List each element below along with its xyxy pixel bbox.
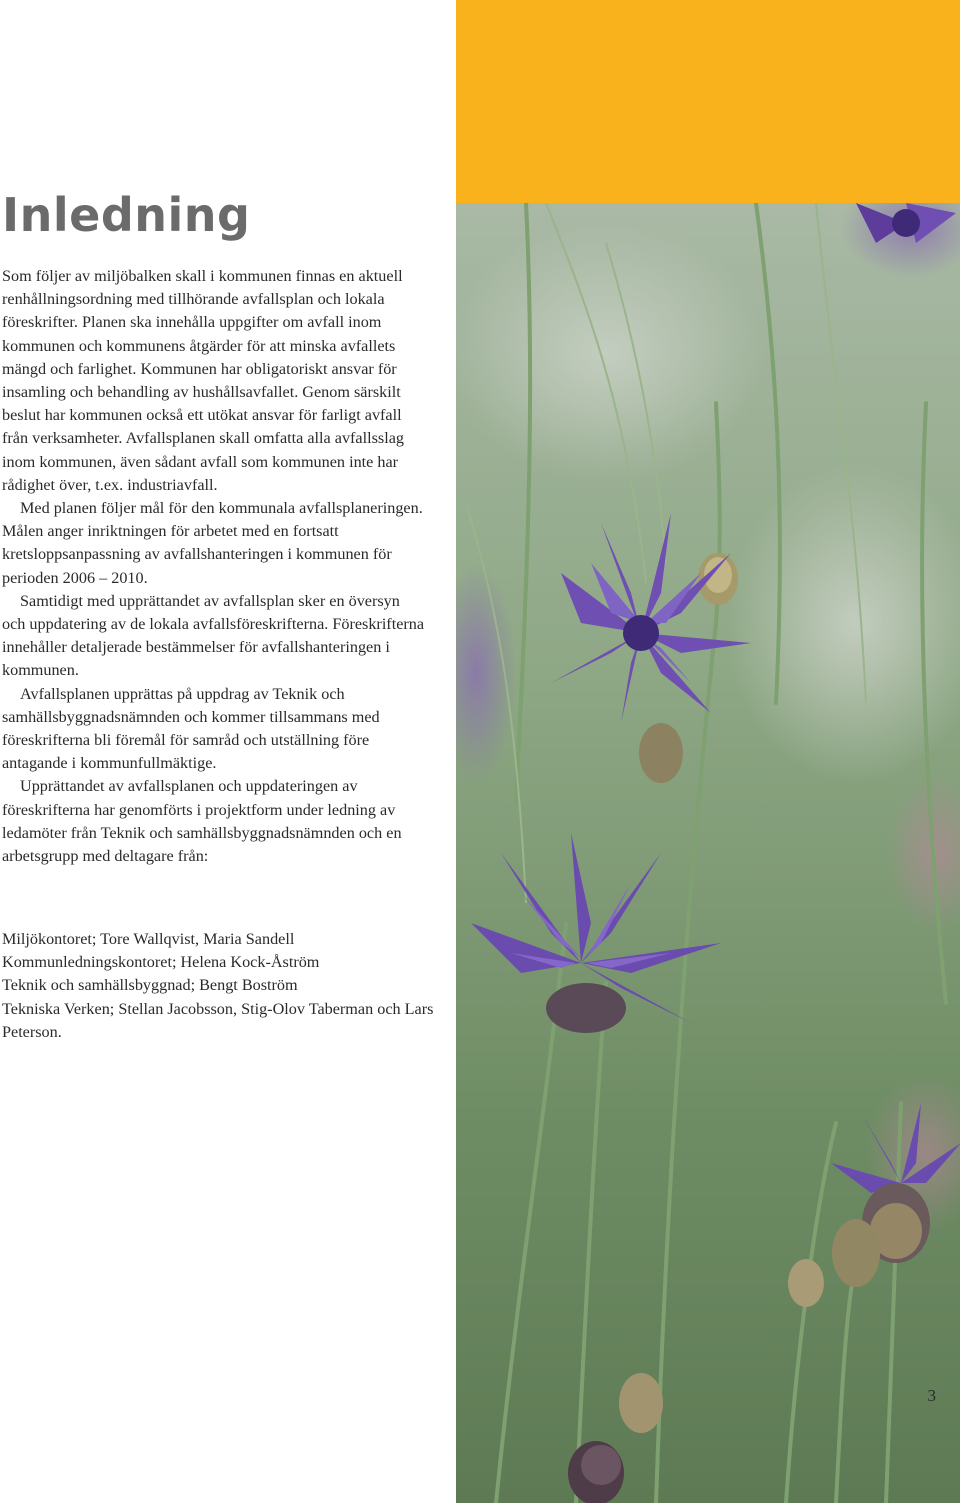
credit-line: Kommunledningskontoret; Helena Kock-Åström (2, 953, 320, 972)
cornflowers-photo (456, 203, 960, 1503)
intro-body (2, 265, 427, 868)
credit-line: Teknik och samhällsbyggnad; Bengt Boström (2, 976, 298, 995)
page-heading: Inledning (2, 188, 251, 242)
working-group-list (2, 928, 442, 1044)
paragraph-3: Samtidigt med upprättandet av avfallsplan sker en översyn och uppdatering av de lokala avfallsföreskrifterna. Föreskrifterna innehåller detaljerade bestämmelser för avfallshanteringen i kommunen. (2, 591, 425, 680)
paragraph-4: Avfallsplanen upprättas på uppdrag av Teknik och samhällsbyggnadsnämnden och kommer tillsammans med föreskrifterna bli föremål för samråd och utställning före antagande i kommunfullmäktige. (2, 684, 380, 773)
accent-band (456, 0, 960, 203)
credit-line: Miljökontoret; Tore Wallqvist, Maria Sandell (2, 930, 295, 948)
paragraph-2: Med planen följer mål för den kommunala avfallsplaneringen. Målen anger inriktningen för arbetet med en fortsatt kretsloppsanpassning av avfallshanteringen i kommunen för perioden 2006 – 2010. (2, 499, 423, 587)
credit-line: Tekniska Verken; Stellan Jacobsson, Stig-Olov Taberman och Lars Peterson. (2, 999, 434, 1041)
paragraph-1: Som följer av miljöbalken skall i kommunen finnas en aktuell renhållningsordning med tillhörande avfallsplan och lokala föreskrifter. Planen ska innehålla uppgifter om avfall inom kommunen och kommunens åtgärder för att minska avfallets mängd och farlighet. Kommunen har obligatoriskt ansvar för insamling och behandling av hushållsavfallet. Genom särskilt beslut har kommunen också ett utökat ansvar för farligt avfall från verksamheter. Avfallsplanen skall omfatta alla avfallsslag inom kommunen, även sådant avfall som kommunen inte har rådighet över, t.ex. industriavfall. (2, 267, 404, 494)
paragraph-5: Upprättandet av avfallsplanen och uppdateringen av föreskrifterna har genomförts i projektform under ledning av ledamöter från Teknik och samhällsbyggnadsnämnden och en arbetsgrupp med deltagare från: (2, 777, 402, 866)
page-number: 3 (927, 1386, 936, 1405)
